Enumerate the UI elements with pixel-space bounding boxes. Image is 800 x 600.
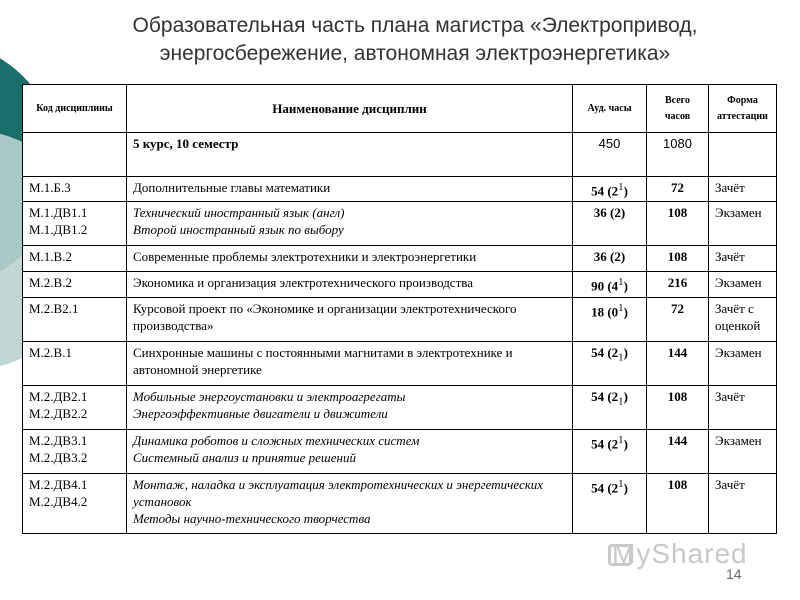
aud-subscript: 1 xyxy=(618,395,624,408)
discipline-name xyxy=(127,272,573,298)
discipline-name xyxy=(127,386,573,430)
name-line: Курсовой проект по «Экономике и организации электротехнического производства» xyxy=(133,301,517,334)
code-line: М.1.В.2 xyxy=(29,249,72,265)
aud-close: ) xyxy=(623,278,628,294)
name-line: Дополнительные главы математики xyxy=(133,180,331,195)
code-line: М.2.ДВ4.1 xyxy=(29,477,88,493)
aud-hours xyxy=(573,386,647,430)
header-name: Наименование дисциплин xyxy=(127,85,573,133)
discipline-code xyxy=(23,298,127,342)
aud-value: 54 (2 xyxy=(591,480,619,496)
discipline-code xyxy=(23,342,127,386)
discipline-code xyxy=(23,474,127,534)
assessment-form: Зачёт xyxy=(709,474,777,534)
name-line: Современные проблемы электротехники и электроэнергетики xyxy=(133,249,477,265)
aud-hours xyxy=(573,177,647,202)
code-line: М.1.ДВ1.2 xyxy=(29,222,88,238)
aud-value: 54 (2 xyxy=(591,389,619,405)
page-number: 14 xyxy=(726,566,742,582)
name-line: Технический иностранный язык (англ) xyxy=(133,205,345,221)
aud-hours xyxy=(573,298,647,342)
header-aud: Ауд. часы xyxy=(573,85,647,133)
name-line: Методы научно-технического творчества xyxy=(133,511,371,527)
name-line: Синхронные машины с постоянными магнитами в электротехнике и автономной энергетике xyxy=(133,345,513,378)
table-row xyxy=(23,202,777,246)
discipline-code xyxy=(23,202,127,246)
semester-label: 5 курс, 10 семестр xyxy=(127,133,573,177)
name-line: Экономика и организация электротехнического производства xyxy=(133,275,473,291)
code-line: М.2.В.1 xyxy=(29,345,72,361)
header-form: Форма аттестации xyxy=(709,85,777,133)
aud-value: 36 (2) xyxy=(593,205,626,221)
assessment-form: Экзамен xyxy=(709,430,777,474)
semester-aud: 450 xyxy=(573,133,647,177)
code-line: М.2.В2.1 xyxy=(29,301,79,317)
code-line: М.2.ДВ2.2 xyxy=(29,406,88,422)
aud-subscript: 1 xyxy=(618,351,624,364)
assessment-form: Зачёт xyxy=(709,386,777,430)
code-line: М.2.ДВ2.1 xyxy=(29,389,88,405)
watermark-text: MyShared xyxy=(612,538,748,569)
total-hours: 108 xyxy=(647,474,709,534)
curriculum-table xyxy=(22,84,777,534)
semester-row xyxy=(23,133,777,177)
table-row xyxy=(23,298,777,342)
discipline-code xyxy=(23,386,127,430)
aud-value: 18 (0 xyxy=(591,304,619,320)
code-line: М.2.ДВ4.2 xyxy=(29,494,88,510)
aud-hours xyxy=(573,474,647,534)
header-code: Код дисциплины xyxy=(23,85,127,133)
aud-value: 54 (2 xyxy=(591,345,619,361)
aud-close: ) xyxy=(623,389,628,405)
header-total: Всего часов xyxy=(647,85,709,133)
aud-close: ) xyxy=(623,183,628,199)
code-line: М.2.ДВ3.1 xyxy=(29,433,88,449)
aud-superscript: 1 xyxy=(618,434,624,447)
aud-hours xyxy=(573,202,647,246)
aud-value: 54 (2 xyxy=(591,436,619,452)
aud-hours xyxy=(573,342,647,386)
total-hours: 108 xyxy=(647,386,709,430)
table-row xyxy=(23,246,777,272)
discipline-name xyxy=(127,298,573,342)
aud-superscript: 1 xyxy=(618,181,624,193)
name-line: Системный анализ и принятие решений xyxy=(133,450,356,466)
name-line: Динамика роботов и сложных технических систем xyxy=(133,433,420,449)
discipline-name xyxy=(127,430,573,474)
aud-hours xyxy=(573,246,647,272)
assessment-form: Экзамен xyxy=(709,272,777,298)
discipline-name xyxy=(127,474,573,534)
name-line: Мобильные энергоустановки и электроагрегаты xyxy=(133,389,406,405)
total-hours: 72 xyxy=(647,298,709,342)
aud-superscript: 1 xyxy=(618,302,624,315)
discipline-name xyxy=(127,202,573,246)
assessment-form: Зачёт xyxy=(709,246,777,272)
table-row xyxy=(23,474,777,534)
assessment-form: Зачёт xyxy=(709,177,777,202)
discipline-name xyxy=(127,342,573,386)
discipline-code xyxy=(23,246,127,272)
aud-close: ) xyxy=(623,480,628,496)
discipline-code xyxy=(23,177,127,202)
discipline-name xyxy=(127,177,573,202)
total-hours: 216 xyxy=(647,272,709,298)
code-line: М.1.Б.3 xyxy=(29,180,71,195)
semester-total: 1080 xyxy=(647,133,709,177)
assessment-form: Экзамен xyxy=(709,342,777,386)
slide-title: Образовательная часть плана магистра «Электропривод, энергосбережение, автономная электроэнергетика» xyxy=(132,14,698,65)
aud-close: ) xyxy=(623,304,628,320)
total-hours: 108 xyxy=(647,202,709,246)
name-line: Монтаж, наладка и эксплуатация электротехнических и энергетических установок xyxy=(133,477,544,510)
total-hours: 72 xyxy=(647,177,709,202)
name-line: Второй иностранный язык по выбору xyxy=(133,222,344,238)
discipline-name xyxy=(127,246,573,272)
semester-form-cell xyxy=(709,133,777,177)
table-row xyxy=(23,272,777,298)
name-line: Энергоэффективные двигатели и движители xyxy=(133,406,388,422)
discipline-code xyxy=(23,272,127,298)
aud-close: ) xyxy=(623,436,628,452)
code-line: М.1.ДВ1.1 xyxy=(29,205,88,221)
semester-code-cell xyxy=(23,133,127,177)
aud-hours xyxy=(573,272,647,298)
aud-hours xyxy=(573,430,647,474)
aud-close: ) xyxy=(623,345,628,361)
total-hours: 108 xyxy=(647,246,709,272)
discipline-code xyxy=(23,430,127,474)
aud-superscript: 1 xyxy=(618,276,624,289)
table-row xyxy=(23,342,777,386)
table-row xyxy=(23,177,777,202)
aud-superscript: 1 xyxy=(618,478,624,491)
table-row xyxy=(23,386,777,430)
table-row xyxy=(23,430,777,474)
aud-value: 36 (2) xyxy=(593,249,626,265)
aud-value: 54 (2 xyxy=(591,183,619,199)
code-line: М.2.ДВ3.2 xyxy=(29,450,88,466)
table-body xyxy=(23,177,777,534)
aud-value: 90 (4 xyxy=(591,278,619,294)
assessment-form: Экзамен xyxy=(709,202,777,246)
code-line: М.2.В.2 xyxy=(29,275,72,291)
total-hours: 144 xyxy=(647,342,709,386)
total-hours: 144 xyxy=(647,430,709,474)
table-header-row xyxy=(23,85,777,133)
assessment-form: Зачёт с оценкой xyxy=(709,298,777,342)
